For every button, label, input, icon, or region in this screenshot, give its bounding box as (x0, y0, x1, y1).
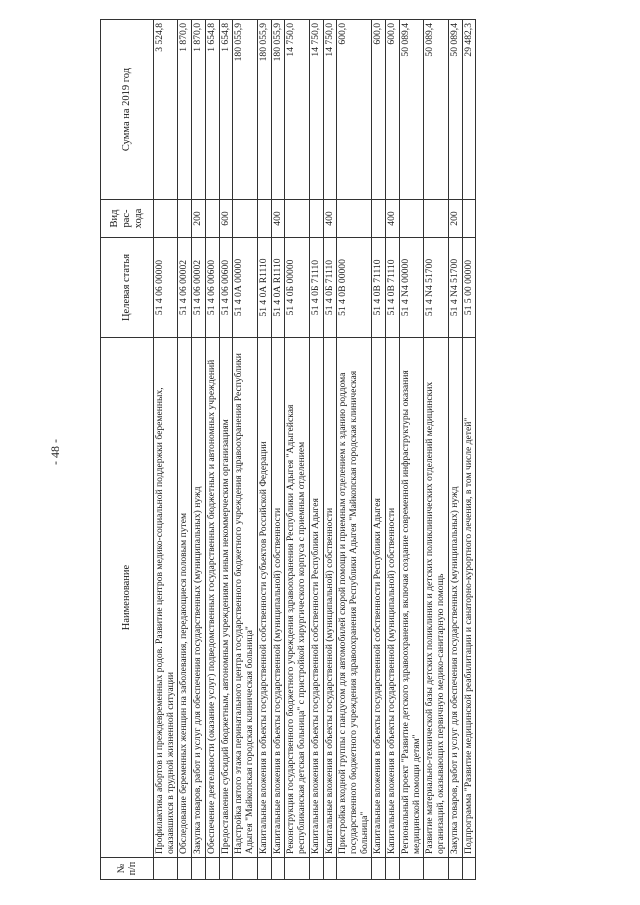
table-row (178, 20, 192, 880)
table-row (205, 20, 219, 880)
cell-num (285, 858, 309, 880)
cell-num (154, 858, 178, 880)
cell-name: Подпрограмма "Развитие медицинской реабилитации и санаторно-курортного лечения, в том числе детей" (462, 338, 476, 858)
cell-code: 51 4 06 00600 (219, 238, 233, 338)
cell-num (309, 858, 323, 880)
cell-num (257, 858, 271, 880)
cell-name: Надстройка пятого этажа перинатального центра государственного бюджетного учреждения здравоохранения Республики Адыгея "Майкопская городская клиническая больница" (233, 338, 257, 858)
cell-amount: 1 870,0 (192, 20, 206, 200)
cell-num (399, 858, 423, 880)
table-row (257, 20, 271, 880)
cell-name: Капитальные вложения в объекты государственной (муниципальной) собственности (271, 338, 285, 858)
cell-kind (462, 200, 476, 238)
budget-table (100, 19, 476, 880)
cell-num (233, 858, 257, 880)
cell-num (337, 858, 372, 880)
cell-kind (309, 200, 323, 238)
cell-kind (372, 200, 386, 238)
cell-code: 51 4 0В 00000 (337, 238, 372, 338)
table-row (285, 20, 309, 880)
table-row (192, 20, 206, 880)
cell-kind (257, 200, 271, 238)
cell-kind (399, 200, 423, 238)
cell-amount: 600,0 (337, 20, 372, 200)
cell-name: Капитальные вложения в объекты государственной собственности субъектов Российской Федерации (257, 338, 271, 858)
cell-name: Региональный проект "Развитие детского здравоохранения, включая создание современной инфраструктуры оказания медицинской помощи детям" (399, 338, 423, 858)
cell-kind (424, 200, 448, 238)
cell-num (323, 858, 337, 880)
table-row (462, 20, 476, 880)
cell-kind: 600 (219, 200, 233, 238)
cell-code: 51 5 00 00000 (462, 238, 476, 338)
cell-amount: 29 482,3 (462, 20, 476, 200)
cell-num (219, 858, 233, 880)
cell-code: 51 4 N4 00000 (399, 238, 423, 338)
cell-name: Закупка товаров, работ и услуг для обеспечения государственных (муниципальных) нужд (192, 338, 206, 858)
cell-code: 51 4 0Б 71110 (309, 238, 323, 338)
cell-name: Капитальные вложения в объекты государственной (муниципальной) собственности (323, 338, 337, 858)
cell-amount: 180 055,9 (257, 20, 271, 200)
table-row (219, 20, 233, 880)
rotated-page (100, 20, 580, 880)
cell-num (205, 858, 219, 880)
cell-code: 51 4 06 00600 (205, 238, 219, 338)
cell-num (271, 858, 285, 880)
table-row (372, 20, 386, 880)
cell-name: Развитие материально-технической базы детских поликлиник и детских поликлинических отделений медицинских организаций, оказывающих первичную медико-санитарную помощь (424, 338, 448, 858)
cell-kind: 400 (386, 200, 400, 238)
cell-kind: 400 (323, 200, 337, 238)
cell-kind: 200 (448, 200, 462, 238)
cell-name: Профилактика абортов и преждевременных родов. Развитие центров медико-социальной поддержки беременных, оказавшихся в трудной жизненной ситуации (154, 338, 178, 858)
cell-num (462, 858, 476, 880)
cell-name: Капитальные вложения в объекты государственной собственности Республики Адыгея (372, 338, 386, 858)
cell-num (192, 858, 206, 880)
table-row (448, 20, 462, 880)
table-row (337, 20, 372, 880)
table-row (309, 20, 323, 880)
table-row (399, 20, 423, 880)
cell-kind (233, 200, 257, 238)
cell-name: Капитальные вложения в объекты государственной (муниципальной) собственности (386, 338, 400, 858)
cell-amount: 14 750,0 (323, 20, 337, 200)
table-row (424, 20, 448, 880)
header-kind: Вид рас-хода (101, 200, 154, 238)
cell-num (448, 858, 462, 880)
header-code: Целевая статья (101, 238, 154, 338)
cell-name: Обследование беременных женщин на заболевания, передающиеся половым путем (178, 338, 192, 858)
table-row (233, 20, 257, 880)
cell-num (372, 858, 386, 880)
cell-amount: 600,0 (372, 20, 386, 200)
cell-code: 51 4 0В 71110 (386, 238, 400, 338)
header-name: Наименование (101, 338, 154, 858)
cell-amount: 3 524,8 (154, 20, 178, 200)
table-row (154, 20, 178, 880)
cell-code: 51 4 06 00002 (192, 238, 206, 338)
cell-name: Закупка товаров, работ и услуг для обеспечения государственных (муниципальных) нужд (448, 338, 462, 858)
cell-amount: 14 750,0 (285, 20, 309, 200)
table-row (386, 20, 400, 880)
cell-num (386, 858, 400, 880)
cell-code: 51 4 0А R1110 (257, 238, 271, 338)
cell-amount: 1 654,8 (205, 20, 219, 200)
cell-name: Реконструкция государственного бюджетного учреждения здравоохранения Республики Адыгея "Адыгейская республиканская детская больница" с пристройкой хирургического корпуса с приемным отделением (285, 338, 309, 858)
cell-kind (205, 200, 219, 238)
cell-kind: 200 (192, 200, 206, 238)
cell-name: Пристройка входной группы с пандусом для автомобилей скорой помощи и приемным отделением к зданию роддома государственного бюджетного учреждения здравоохранения Республики Адыгея "Майкопская городская клиническая больница" (337, 338, 372, 858)
header-amount: Сумма на 2019 год (101, 20, 154, 200)
cell-kind (285, 200, 309, 238)
page-number: - 48 - (47, 439, 62, 465)
cell-code: 51 4 N4 51700 (448, 238, 462, 338)
cell-amount: 180 055,9 (233, 20, 257, 200)
cell-code: 51 4 0В 71110 (372, 238, 386, 338)
cell-num (178, 858, 192, 880)
cell-num (424, 858, 448, 880)
cell-amount: 1 870,0 (178, 20, 192, 200)
cell-amount: 14 750,0 (309, 20, 323, 200)
table-body (154, 20, 476, 880)
header-num: № п/п (101, 858, 154, 880)
cell-code: 51 4 N4 51700 (424, 238, 448, 338)
cell-kind (154, 200, 178, 238)
cell-kind: 400 (271, 200, 285, 238)
cell-amount: 1 654,8 (219, 20, 233, 200)
cell-code: 51 4 0А R1110 (271, 238, 285, 338)
cell-amount: 50 089,4 (399, 20, 423, 200)
cell-name: Предоставление субсидий бюджетным, автономным учреждениям и иным некоммерческим организациям (219, 338, 233, 858)
cell-amount: 600,0 (386, 20, 400, 200)
cell-kind (178, 200, 192, 238)
cell-code: 51 4 0Б 71110 (323, 238, 337, 338)
table-row (271, 20, 285, 880)
cell-code: 51 4 06 00002 (178, 238, 192, 338)
cell-code: 51 4 0А 00000 (233, 238, 257, 338)
cell-name: Капитальные вложения в объекты государственной собственности Республики Адыгея (309, 338, 323, 858)
cell-amount: 50 089,4 (448, 20, 462, 200)
table-row (323, 20, 337, 880)
cell-amount: 180 055,9 (271, 20, 285, 200)
cell-code: 51 4 0Б 00000 (285, 238, 309, 338)
cell-amount: 50 089,4 (424, 20, 448, 200)
cell-name: Обеспечение деятельности (оказание услуг) подведомственных государственных бюджетных и автономных учреждений (205, 338, 219, 858)
cell-code: 51 4 06 00000 (154, 238, 178, 338)
cell-kind (337, 200, 372, 238)
table-header (101, 20, 154, 880)
